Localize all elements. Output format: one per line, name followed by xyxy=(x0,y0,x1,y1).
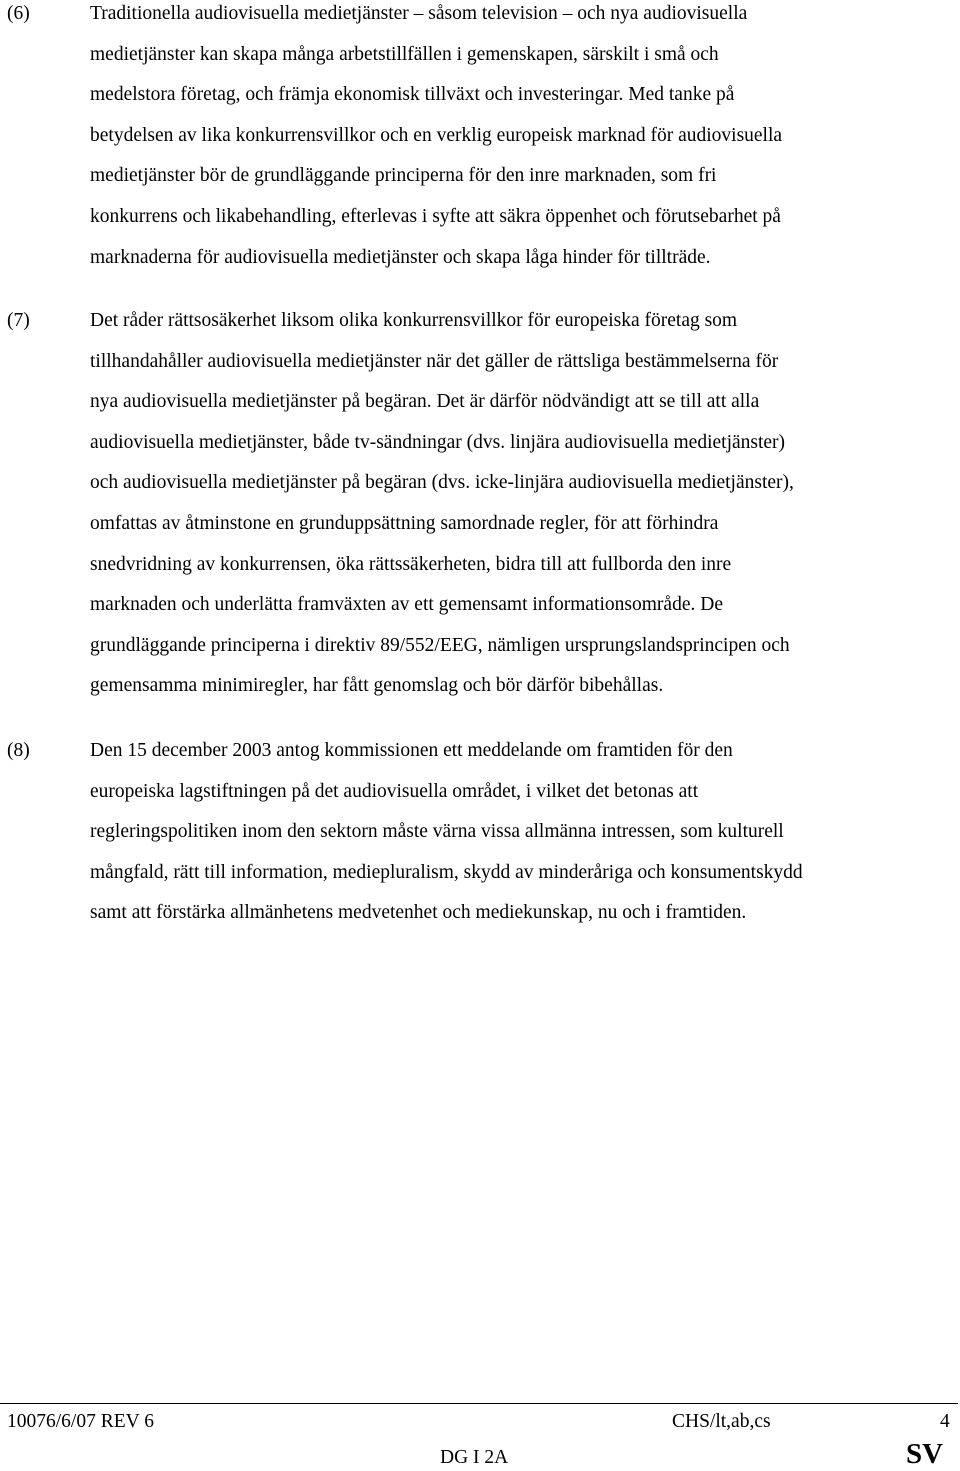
recital-line: grundläggande principerna i direktiv 89/552/EEG, nämligen ursprungslandsprincipen och xyxy=(90,634,790,656)
footer-document-number: 10076/6/07 REV 6 xyxy=(7,1411,154,1432)
recital-line: Det råder rättsosäkerhet liksom olika konkurrensvillkor för europeiska företag som xyxy=(90,310,738,331)
recital-line: medelstora företag, och främja ekonomisk tillväxt och investeringar. Med tanke på xyxy=(90,84,735,106)
recital-line: snedvridning av konkurrensen, öka rättssäkerheten, bidra till att fullborda den inre xyxy=(90,553,732,575)
recital-number: (6) xyxy=(7,3,30,24)
recital-line: medietjänster bör de grundläggande principerna för den inre marknaden, som fri xyxy=(90,165,717,187)
recital-line: medietjänster kan skapa många arbetstillfällen i gemenskapen, särskilt i små och xyxy=(90,43,719,65)
recital-line: regleringspolitiken inom den sektorn måste värna vissa allmänna intressen, som kulturell xyxy=(90,821,784,843)
recital-line: nya audiovisuella medietjänster på begäran. Det är därför nödvändigt att se till att alla xyxy=(90,391,760,413)
recital-number: (8) xyxy=(7,740,30,761)
recital-number: (7) xyxy=(7,310,30,331)
recital-line: Traditionella audiovisuella medietjänster – såsom television – och nya audiovisuella xyxy=(90,3,748,24)
recital-line: gemensamma minimiregler, har fått genomslag och bör därför bibehållas. xyxy=(90,675,664,697)
footer-directorate: DG I 2A xyxy=(440,1447,509,1468)
footer-language-code: SV xyxy=(906,1438,944,1470)
recital-line: konkurrens och likabehandling, efterlevas i syfte att säkra öppenhet och förutsebarhet på xyxy=(90,206,781,227)
recital-line: mångfald, rätt till information, mediepluralism, skydd av minderåriga och konsumentskydd xyxy=(90,861,803,883)
recital-line: tillhandahåller audiovisuella medietjänster när det gäller de rättsliga bestämmelserna för xyxy=(90,350,779,372)
recital-line: samt att förstärka allmänhetens medvetenhet och mediekunskap, nu och i framtiden. xyxy=(90,902,747,924)
recital-line: audiovisuella medietjänster, både tv-sändningar (dvs. linjära audiovisuella medietjänster) xyxy=(90,431,786,453)
recital-line: omfattas av åtminstone en grunduppsättning samordnade regler, för att förhindra xyxy=(90,513,719,534)
footer-initials: CHS/lt,ab,cs xyxy=(672,1411,771,1432)
recital-line: och audiovisuella medietjänster på begäran (dvs. icke-linjära audiovisuella medietjänster), xyxy=(90,472,794,494)
footer-divider xyxy=(0,1403,958,1404)
recital-line: betydelsen av lika konkurrensvillkor och en verklig europeisk marknad för audiovisuella xyxy=(90,124,783,146)
recital-line: marknaderna för audiovisuella medietjänster och skapa låga hinder för tillträde. xyxy=(90,246,711,268)
footer-page-number: 4 xyxy=(940,1411,950,1432)
recital-line: Den 15 december 2003 antog kommissionen ett meddelande om framtiden för den xyxy=(90,740,733,761)
recital-line: marknaden och underlätta framväxten av ett gemensamt informationsområde. De xyxy=(90,594,723,616)
recital-line: europeiska lagstiftningen på det audiovisuella området, i vilket det betonas att xyxy=(90,780,699,802)
